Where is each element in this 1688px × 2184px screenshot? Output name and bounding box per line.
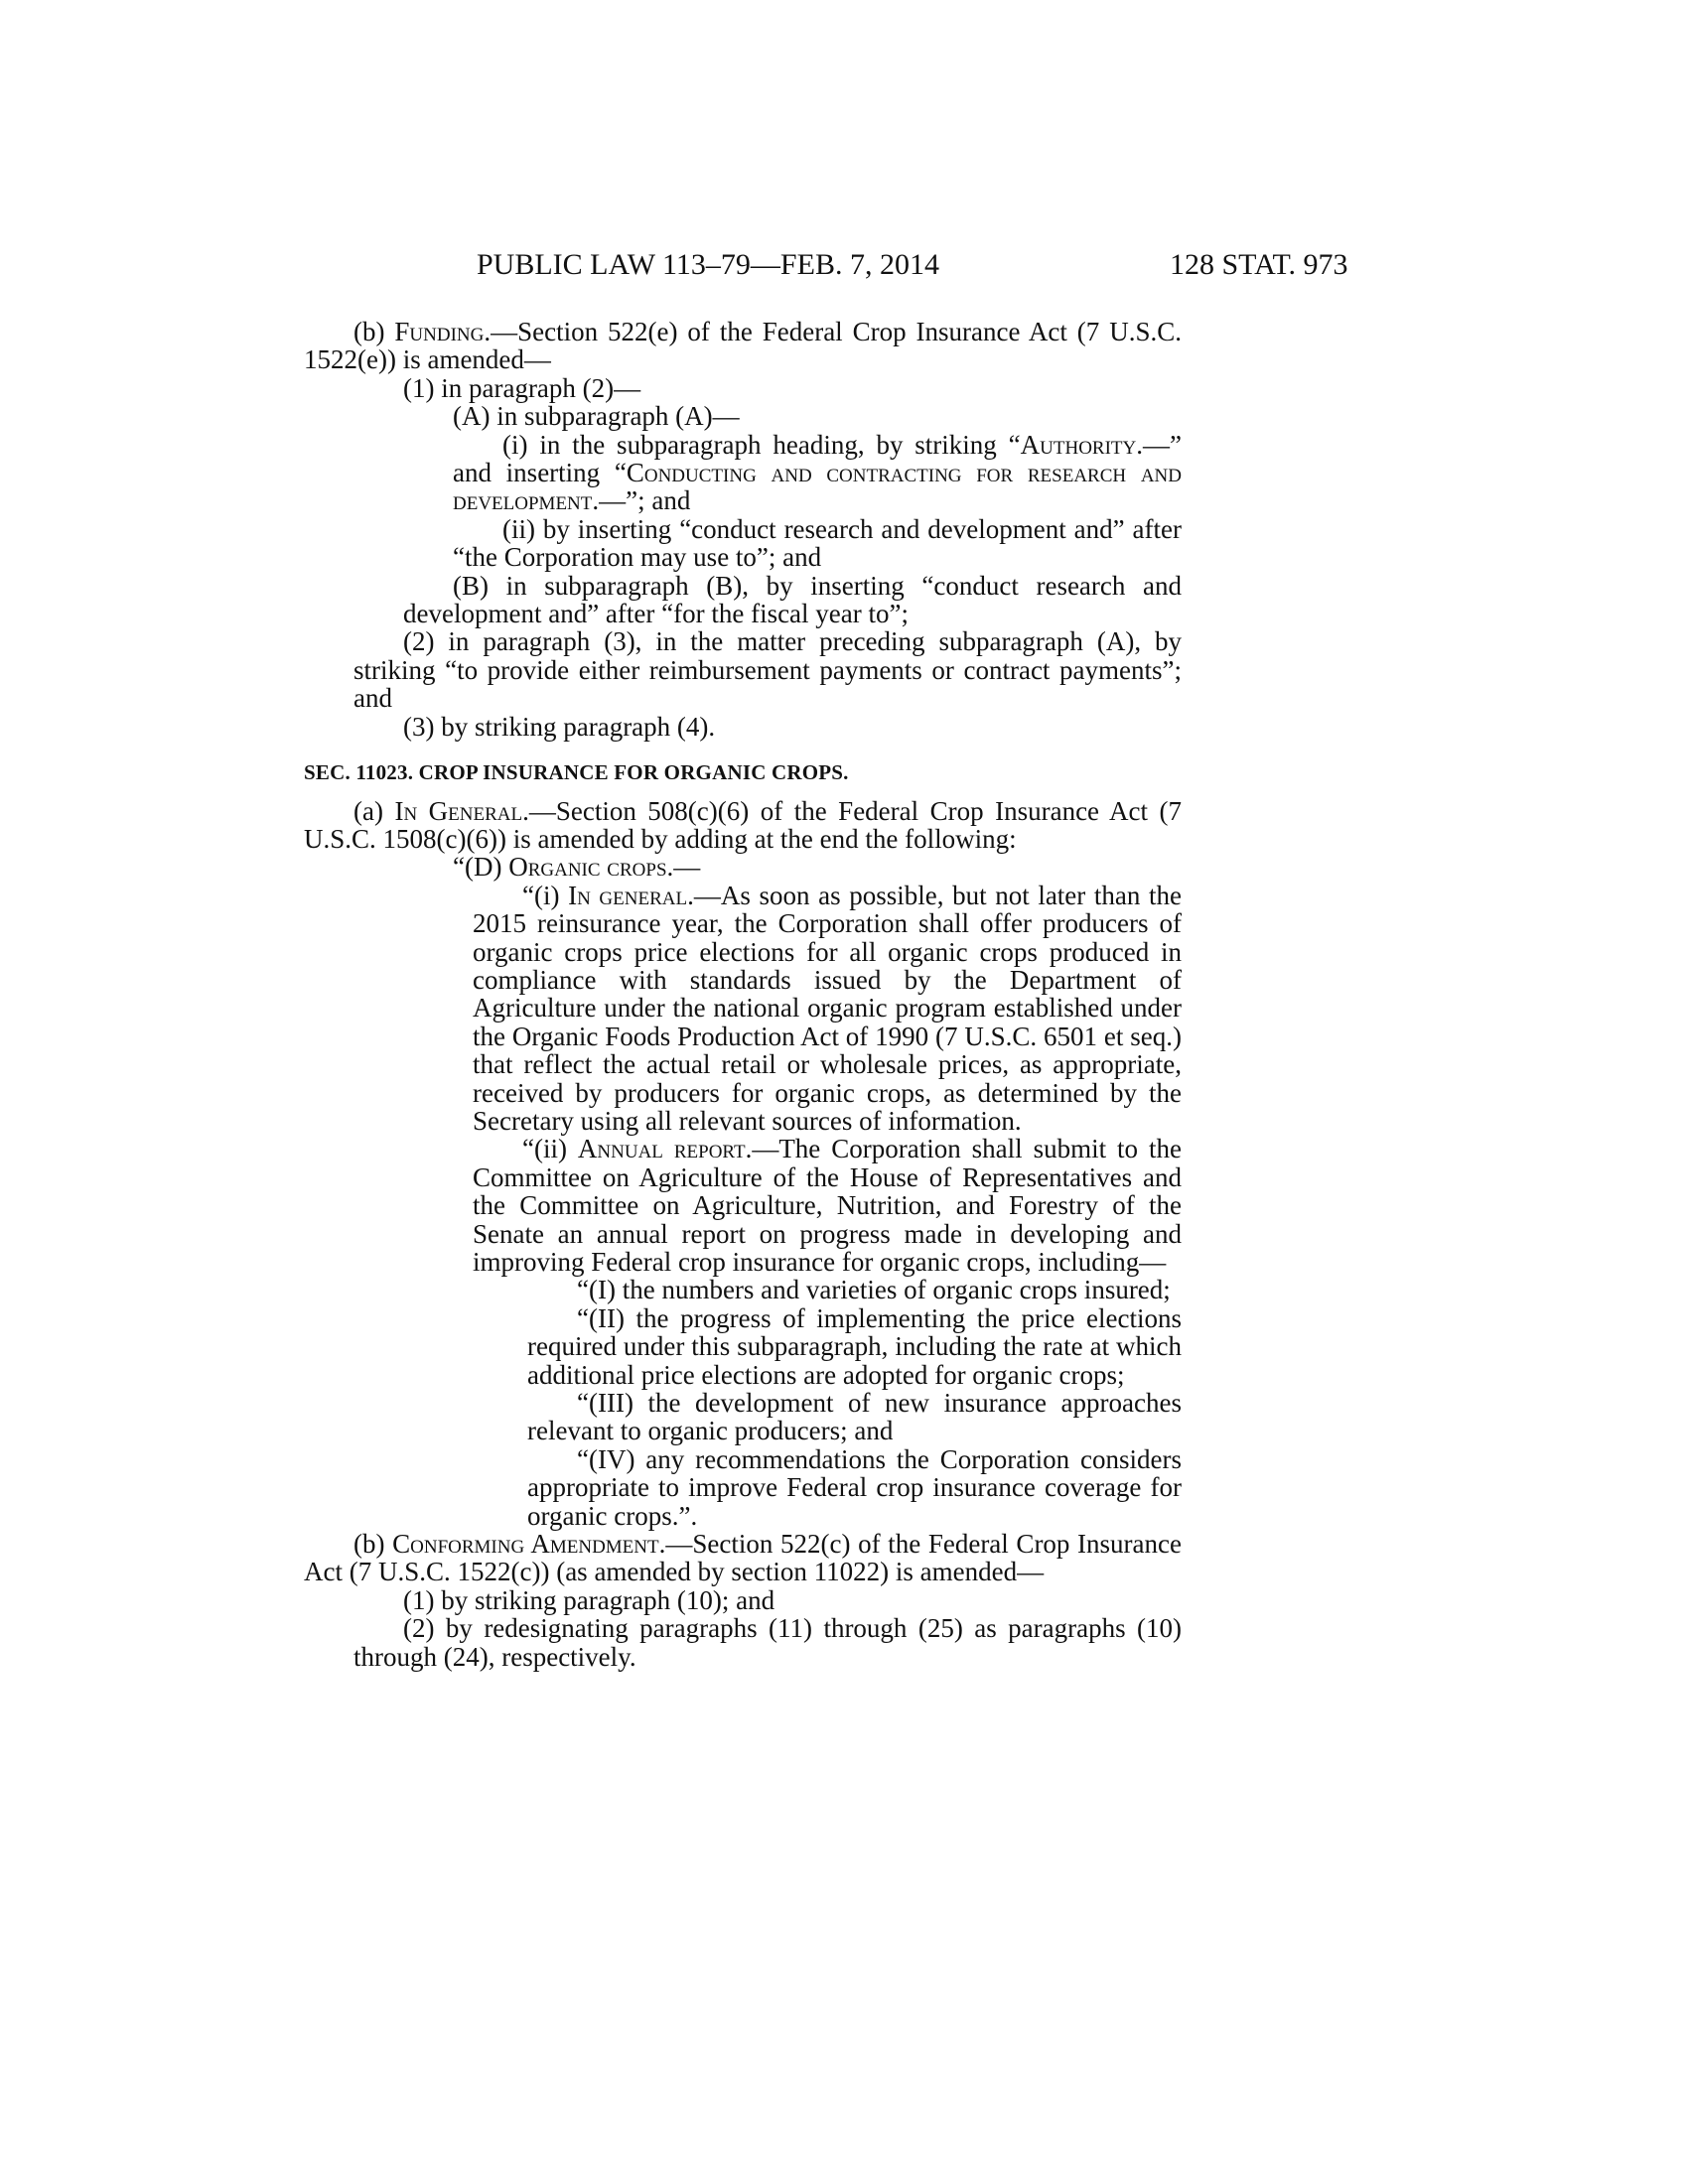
section-d-heading (304, 853, 1182, 881)
funding-item-1A: (A) in subparagraph (A)— (453, 401, 740, 432)
funding-label: (b) (353, 317, 395, 346)
funding-item-1Ai-sc1: Authority (1020, 429, 1137, 460)
funding-item-1: (1) in paragraph (2)— (403, 372, 641, 403)
funding-item-2: (2) in paragraph (3), in the matter preceding subparagraph (A), by striking “to provide either reimbursement payments or contract payments”; and (353, 626, 1182, 714)
funding-item-3: (3) by striking paragraph (4). (403, 711, 716, 742)
section-d-ii-III: “(III) the development of new insurance approaches relevant to organic producers; and (527, 1388, 1182, 1446)
section-heading: SEC. 11023. CROP INSURANCE FOR ORGANIC CROPS. (304, 760, 849, 785)
section-b-label: (b) (353, 1529, 393, 1560)
funding-item-1Ai-c: .—”; and (592, 485, 691, 516)
section-a-text: .—Section 508(c)(6) of the Federal Crop Insurance Act (7 U.S.C. 1508(c)(6)) is amended by adding at the end the following: (304, 795, 1182, 854)
section-d-ii-IV: “(IV) any recommendations the Corporation considers appropriate to improve Federal crop insurance coverage for organic crops.”. (527, 1443, 1182, 1531)
funding-item-1Ai-b: .—” and inserting “ (453, 429, 1182, 488)
funding-item-1B: (B) in subparagraph (B), by inserting “conduct research and development and” after “for the fiscal year to”; (403, 570, 1182, 629)
section-a-caption: In General (394, 795, 523, 826)
section-d-ii-caption: Annual report (577, 1134, 746, 1164)
running-header (0, 248, 1688, 288)
funding-item-1Ai (304, 431, 1182, 515)
section-d-ii-II: “(II) the progress of implementing the price elections required under this subparagraph, including the rate at which additional price elections are adopted for organic crops; (527, 1302, 1182, 1390)
funding-caption: Funding (394, 317, 485, 346)
funding-text: .—Section 522(e) of the Federal Crop Insurance Act (7 U.S.C. 1522(e)) is amended— (304, 317, 1182, 375)
section-d-ii-pre: “(ii) (522, 1134, 578, 1164)
section-d-i (304, 882, 1182, 1136)
section-d-caption: Organic crops (508, 852, 667, 883)
section-b-text: .—Section 522(c) of the Federal Crop Insurance Act (7 U.S.C. 1522(c)) (as amended by section 11022) is amended— (304, 1529, 1183, 1587)
funding-item-1Ai-sc2: Conducting and contracting for research and development (453, 458, 1182, 516)
funding-paragraph (304, 318, 1182, 374)
page-title: PUBLIC LAW 113–79—FEB. 7, 2014 (477, 248, 939, 281)
section-d-i-caption: In general (568, 880, 688, 910)
section-b-item-2: (2) by redesignating paragraphs (11) through (25) as paragraphs (10) through (24), respectively. (353, 1613, 1182, 1672)
page-number: 128 STAT. 973 (1170, 248, 1348, 281)
section-d-ii (304, 1135, 1182, 1276)
document-body (304, 318, 1182, 1671)
section-b-item-1: (1) by striking paragraph (10); and (403, 1584, 775, 1615)
section-a-label: (a) (353, 795, 395, 826)
section-d-ii-text: .—The Corporation shall submit to the Committee on Agriculture of the House of Representatives and the Committee on Agriculture, Nutrition, and Forestry of the Senate an annual report on progress made in developing and improving Federal crop insurance for organic crops, including— (473, 1134, 1182, 1277)
section-d-pre: “(D) (453, 852, 509, 883)
section-d-i-text: .—As soon as possible, but not later than the 2015 reinsurance year, the Corporation shall offer producers of organic crops price elections for all organic crops produced in compliance with standards issued by the Department of Agriculture under the national organic program established under the Organic Foods Production Act of 1990 (7 U.S.C. 6501 et seq.) that reflect the actual retail or wholesale prices, as appropriate, received by producers for organic crops, as determined by the Secretary using all relevant sources of information. (473, 880, 1182, 1136)
section-b-caption: Conforming Amendment (392, 1529, 659, 1560)
section-b-paragraph (304, 1530, 1182, 1586)
section-d-post: .— (666, 852, 701, 883)
funding-item-1Ai-a: (i) in the subparagraph heading, by striking “ (502, 429, 1021, 460)
section-d-ii-I: “(I) the numbers and varieties of organic crops insured; (577, 1275, 1171, 1305)
section-d-i-pre: “(i) (522, 880, 569, 910)
funding-item-1Aii: (ii) by inserting “conduct research and development and” after “the Corporation may use to”; and (453, 513, 1182, 573)
section-a-paragraph (304, 797, 1182, 854)
